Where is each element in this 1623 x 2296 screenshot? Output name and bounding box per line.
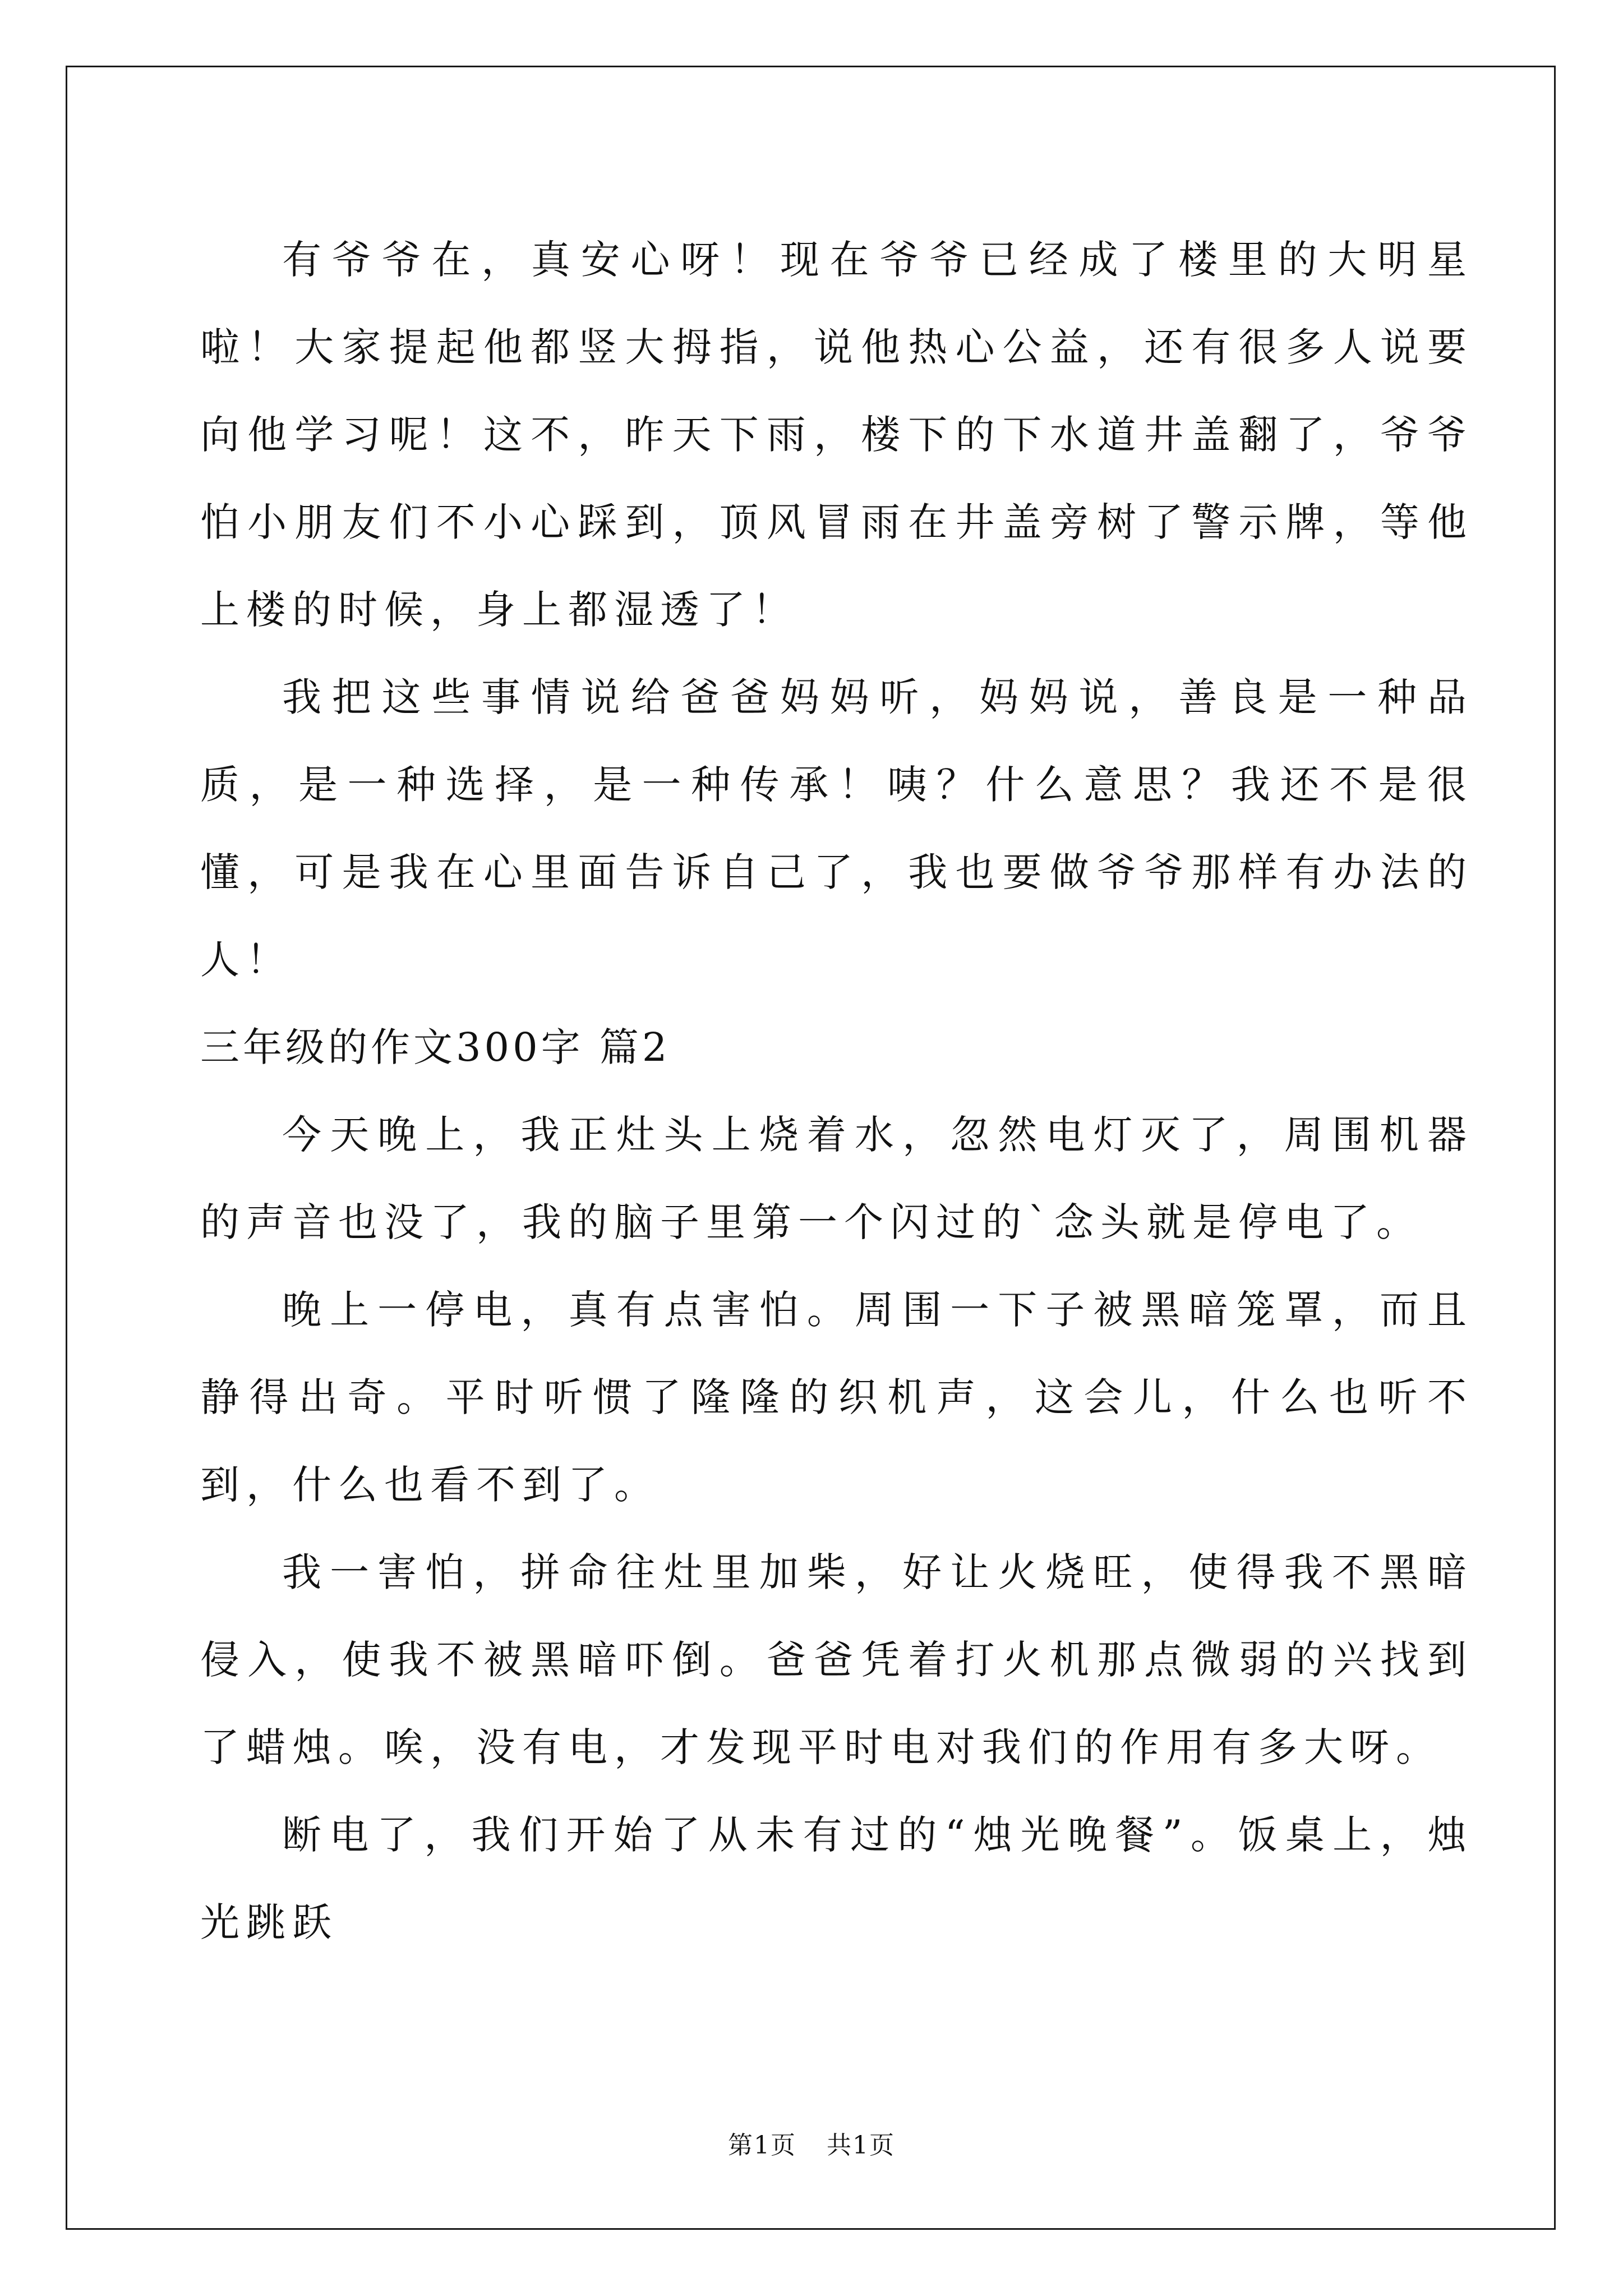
paragraph: 晚上一停电，真有点害怕。周围一下子被黑暗笼罩，而且静得出奇。平时听惯了隆隆的织机声，这会儿，什么也听不到，什么也看不到了。	[200, 1287, 1473, 1508]
paragraph: 有爷爷在，真安心呀！现在爷爷已经成了楼里的大明星啦！大家提起他都竖大拇指，说他热心公益，还有很多人说要向他学习呢！这不，昨天下雨，楼下的下水道井盖翻了，爷爷怕小朋友们不小心踩到，顶风冒雨在井盖旁树了警示牌，等他上楼的时候，身上都湿透了！	[200, 237, 1473, 633]
page-total: 共1页	[827, 2131, 895, 2160]
paragraph: 今天晚上，我正灶头上烧着水，忽然电灯灭了，周围机器的声音也没了，我的脑子里第一个闪过的`念头就是停电了。	[200, 1112, 1473, 1245]
document-body	[200, 216, 1473, 1966]
page-number: 第1页	[728, 2131, 796, 2160]
section-heading: 三年级的作文300字 篇2	[200, 1024, 671, 1070]
paragraph: 我把这些事情说给爸爸妈妈听，妈妈说，善良是一种品质，是一种选择，是一种传承！咦？什么意思？我还不是很懂，可是我在心里面告诉自己了，我也要做爷爷那样有办法的人！	[200, 674, 1473, 983]
paragraph: 断电了，我们开始了从未有过的“烛光晚餐”。饭桌上，烛光跳跃	[200, 1812, 1473, 1945]
paragraph: 我一害怕，拼命往灶里加柴，好让火烧旺，使得我不黑暗侵入，使我不被黑暗吓倒。爸爸凭着打火机那点微弱的兴找到了蜡烛。唉，没有电，才发现平时电对我们的作用有多大呀。	[200, 1549, 1473, 1770]
page-footer	[0, 2129, 1623, 2162]
